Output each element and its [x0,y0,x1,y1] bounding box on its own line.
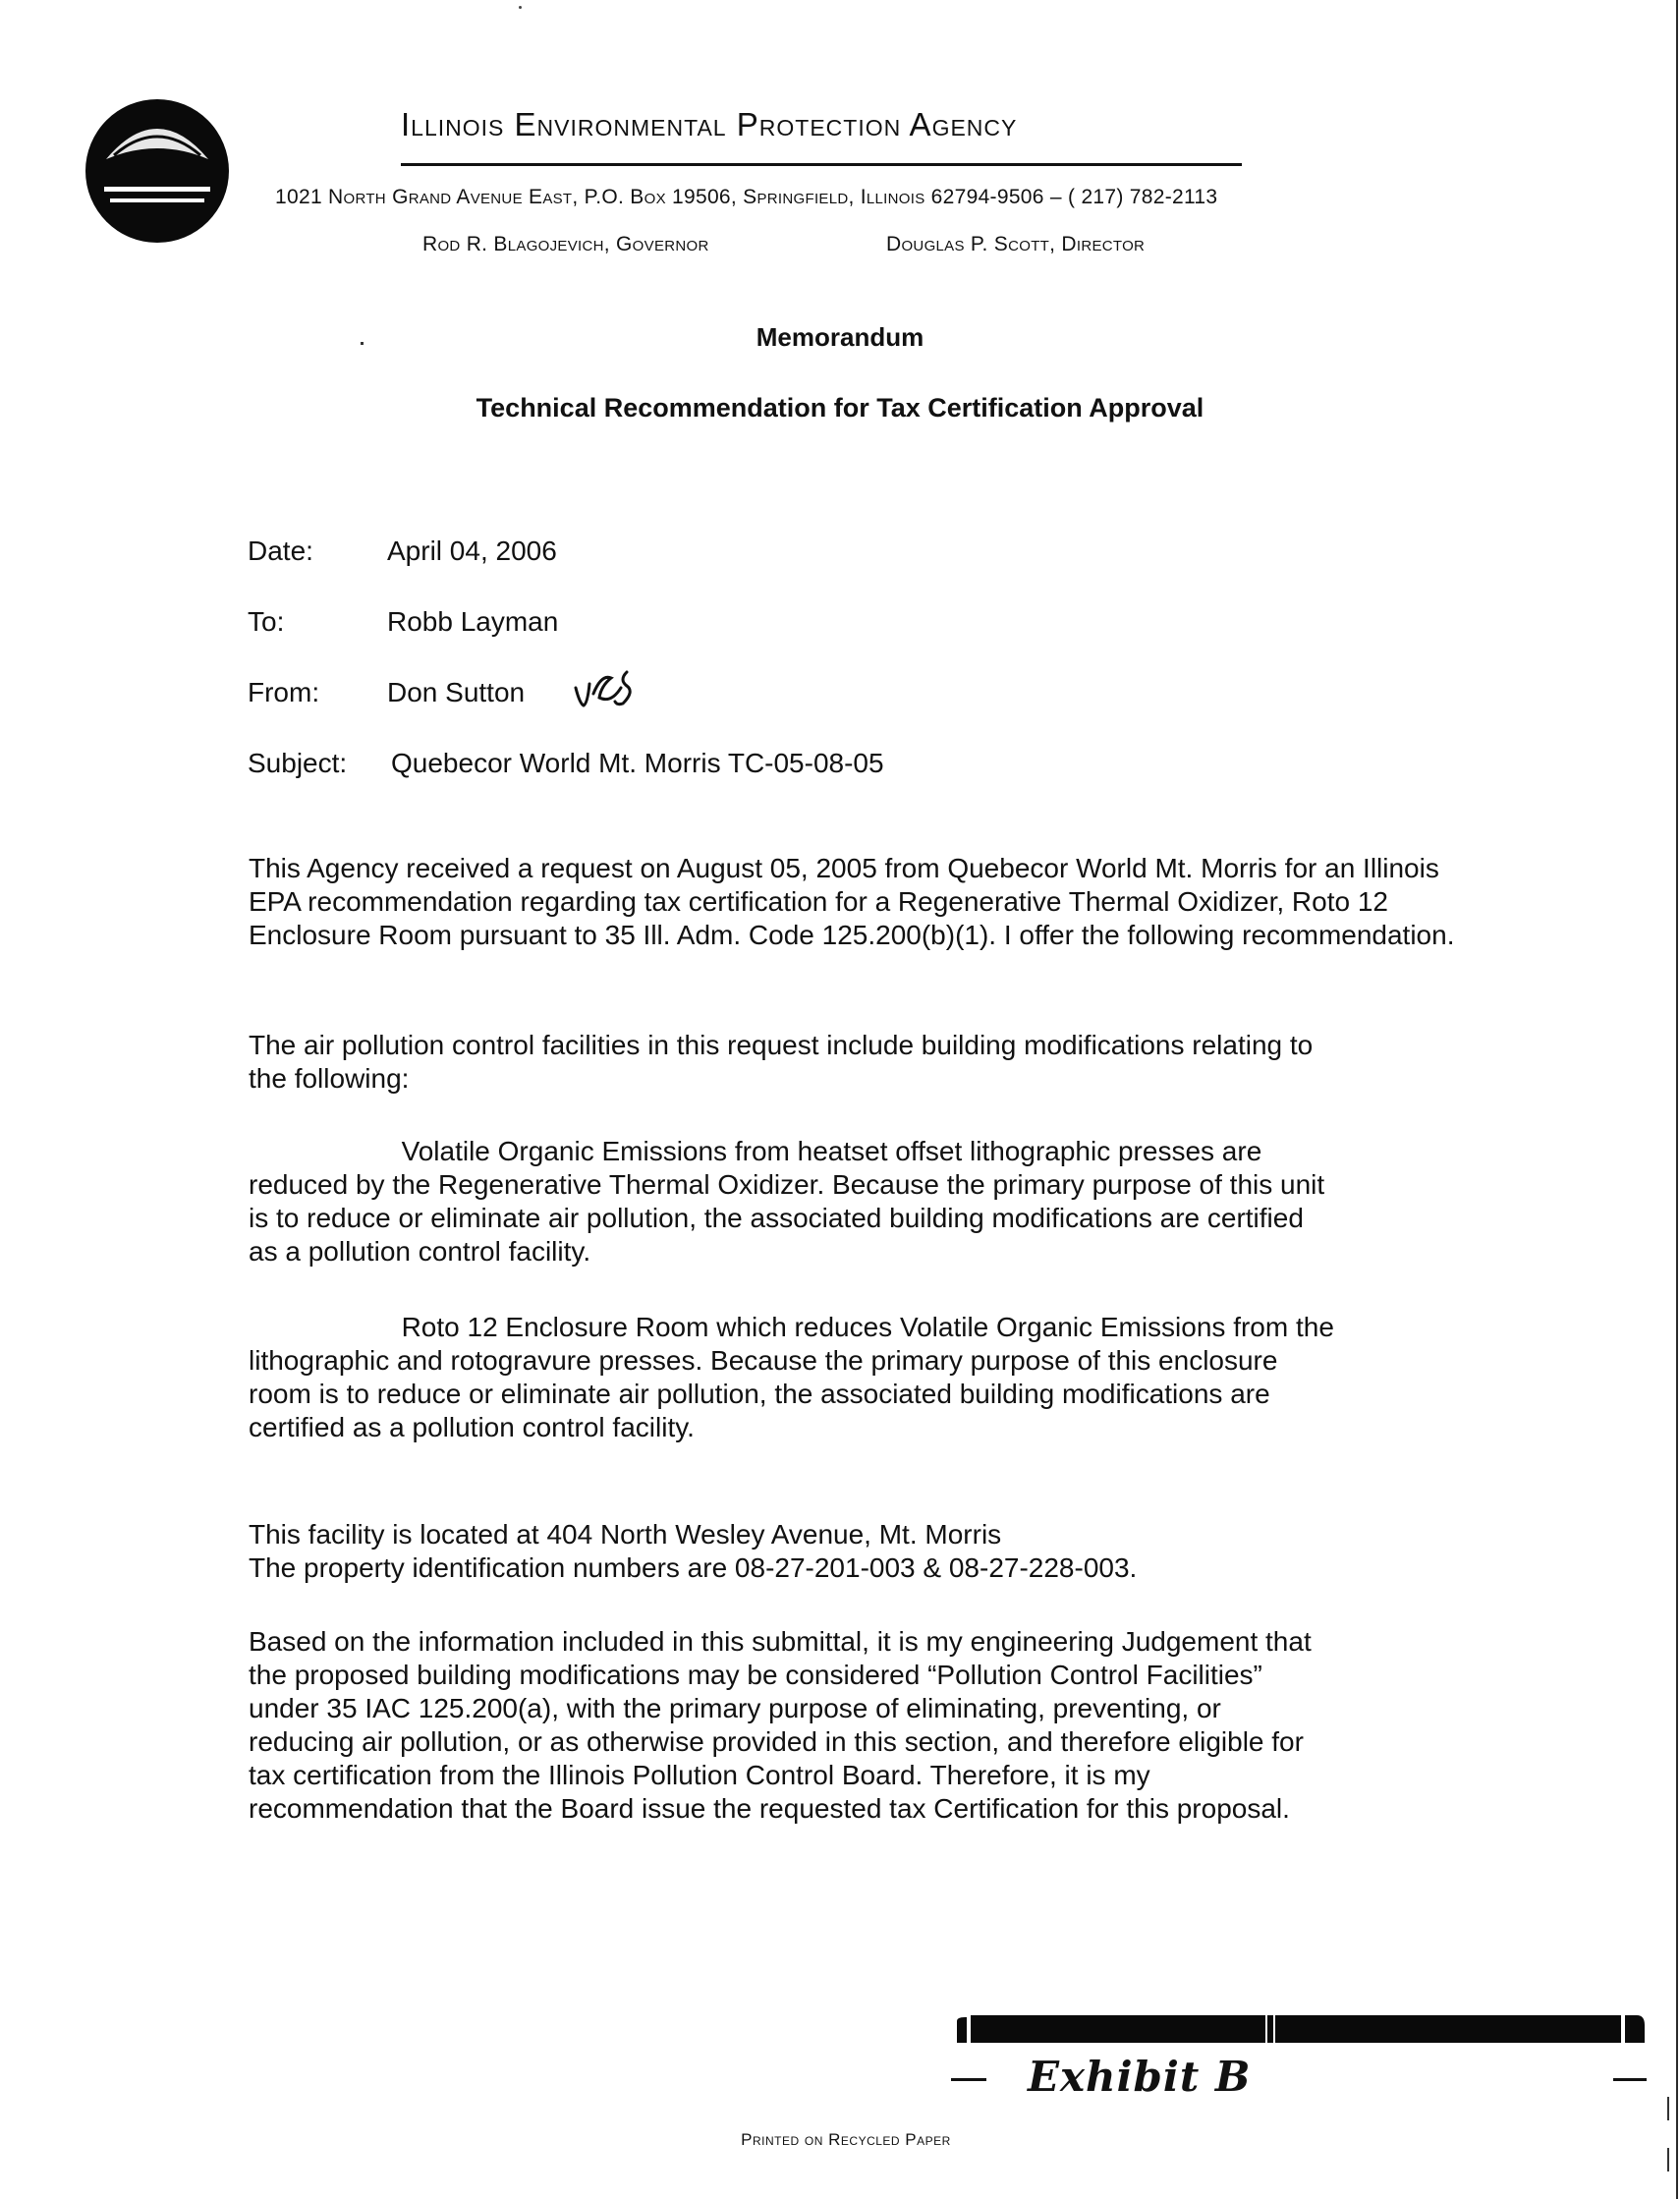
body-paragraph-recommendation: Based on the information included in this submittal, it is my engineering Judgement that the proposed building modifications may be considered “Pollution Control Facilities” under 35 IAC 125.200(a), with the primary purpose of eliminating, preventing, or reducing air pollution, or as otherwise provided in this section, and therefore eligible for tax certification from the Illinois Pollution Control Board. Therefore, it is my recommendation that the Board issue the requested tax Certification for this proposal. [249,1626,1312,1824]
scan-mark [1667,2097,1669,2120]
exhibit-label: Exhibit B [1028,2053,1252,2101]
date-value: April 04, 2006 [387,536,557,566]
body-paragraph-enclosure: Roto 12 Enclosure Room which reduces Volatile Organic Emissions from the lithographic and rotogravure presses. Because the primary purpose of this enclosure room is to reduce or eliminate air pollution, the associated building modifications are certified as a pollution control facility. [249,1312,1334,1442]
body-paragraph-facilities: The air pollution control facilities in this request include building modifications relating to the following: [249,1030,1314,1094]
agency-address: 1021 North Grand Avenue East, P.O. Box 19506, Springfield, Illinois 62794-9506 – ( 217) 782-2113 [275,186,1218,208]
agency-seal-icon [84,98,230,244]
from-value: Don Sutton [387,677,526,707]
memo-title: Memorandum [756,322,924,352]
body-paragraph-oxidizer: Volatile Organic Emissions from heatset offset lithographic presses are reduced by the Regenerative Thermal Oxidizer. Because the primary purpose of this unit is to reduce or eliminate air pollution, the associated building modifications are certified as a pollution control facility. [249,1136,1325,1267]
recycled-paper-footer: Printed on Recycled Paper [741,2130,951,2149]
handwritten-initials [572,664,650,717]
letterhead-rule [401,163,1242,166]
exhibit-bar [951,2013,1647,2043]
scan-mark [1667,2148,1669,2171]
body-paragraph-request: This Agency received a request on August 05, 2005 from Quebecor World Mt. Morris for an Illinois EPA recommendation regarding tax certification for a Regenerative Thermal Oxidizer, Roto 12 Enclosure Room pursuant to 35 Ill. Adm. Code 125.200(b)(1). I offer the following recommendation. [249,853,1455,950]
to-value: Robb Layman [387,606,559,637]
scan-speck [519,6,522,9]
exhibit-dash [1613,2078,1647,2081]
subject-value: Quebecor World Mt. Morris TC-05-08-05 [391,748,884,778]
agency-name: Illinois Environmental Protection Agency [401,106,1018,142]
body-paragraph-location: This facility is located at 404 North Wesley Avenue, Mt. Morris The property identification numbers are 08-27-201-003 & 08-27-228-003. [249,1519,1138,1583]
date-label: Date: [248,536,313,566]
governor-name: Rod R. Blagojevich, Governor [422,233,709,255]
exhibit-dash [951,2078,986,2081]
to-label: To: [248,606,285,637]
from-label: From: [248,677,320,707]
memo-subtitle: Technical Recommendation for Tax Certification Approval [476,393,1204,423]
subject-label: Subject: [248,748,348,778]
director-name: Douglas P. Scott, Director [886,233,1146,255]
